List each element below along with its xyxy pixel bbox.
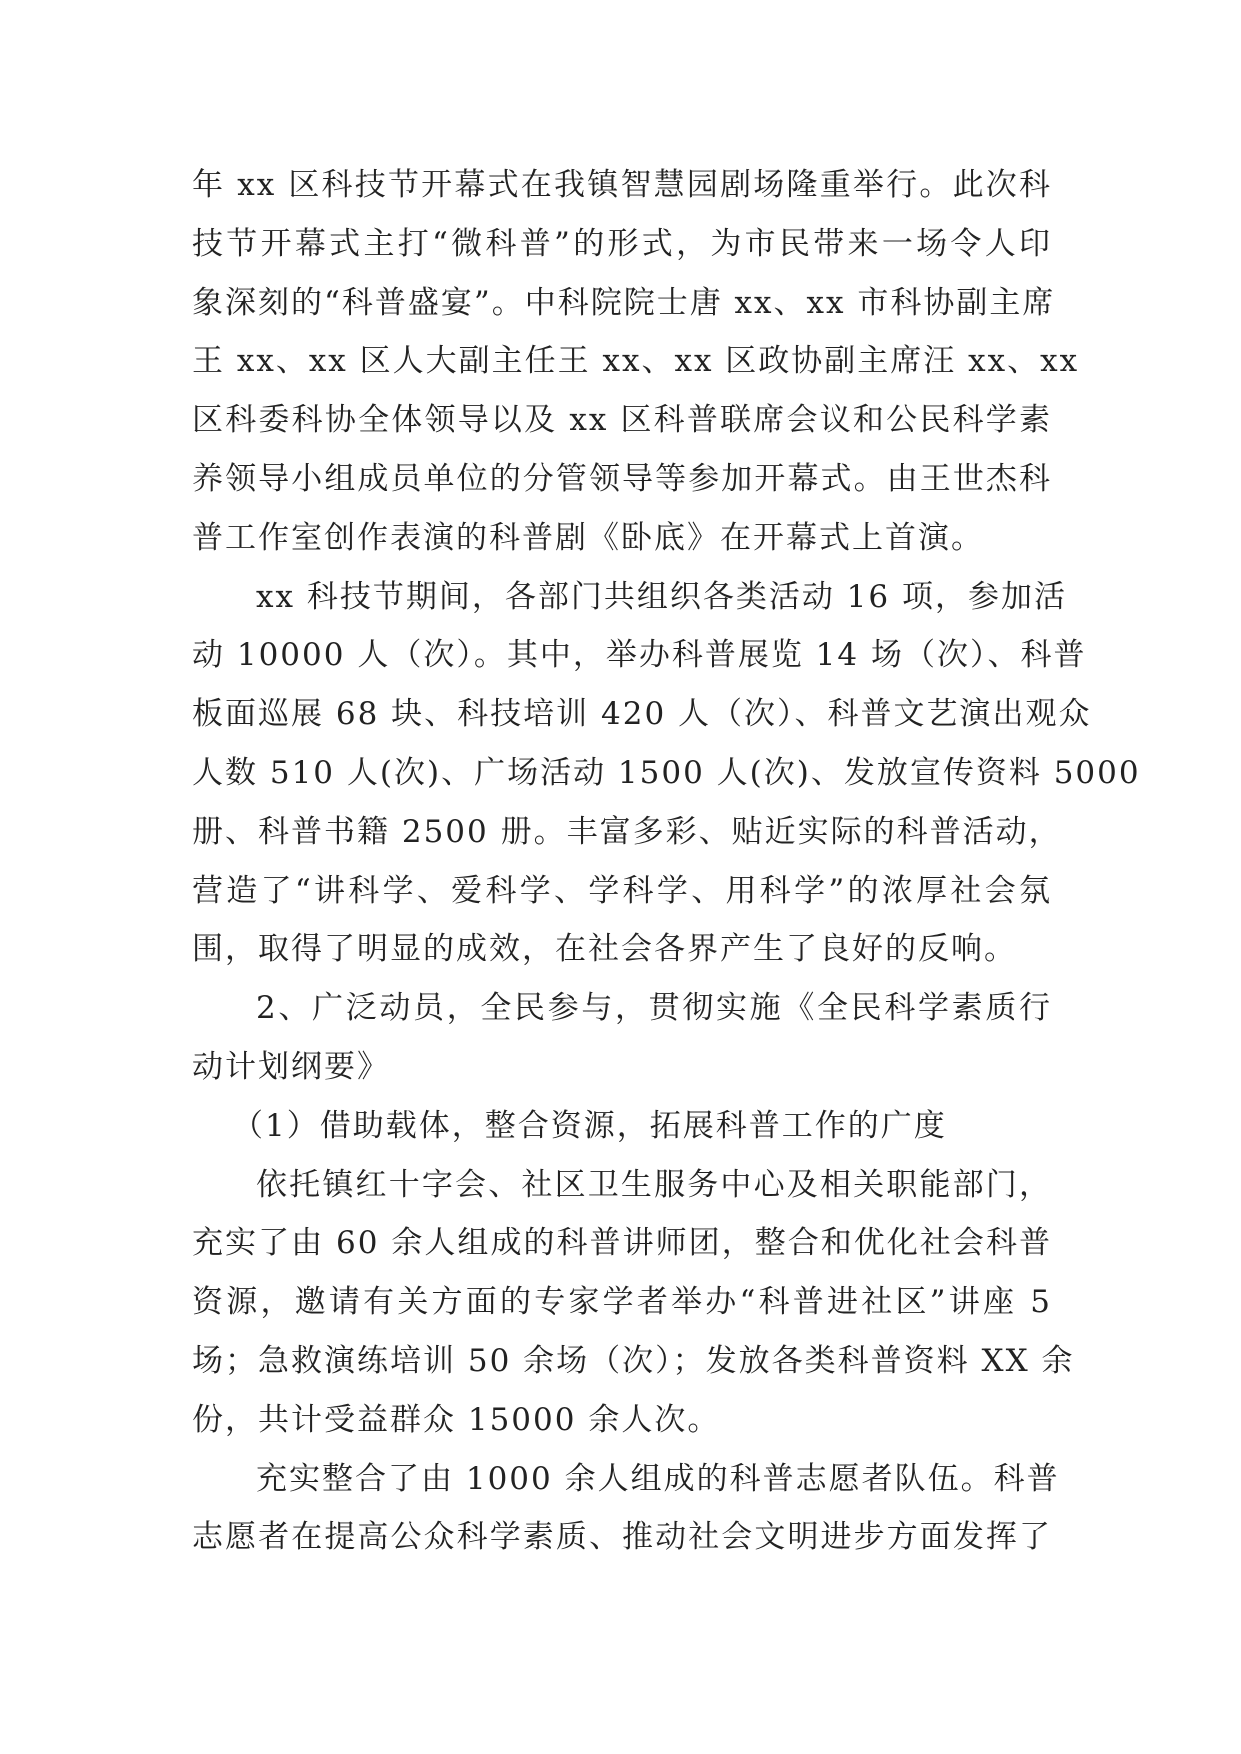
section-heading bbox=[192, 979, 1052, 1097]
text-line: 动 10000 人（次）。其中，举办科普展览 14 场（次）、科普 bbox=[192, 637, 1087, 674]
text-line: 象深刻的“科普盛宴”。中科院院士唐 xx、xx 市科协副主席 bbox=[192, 284, 1056, 321]
text-line: 充实整合了由 1000 余人组成的科普志愿者队伍。科普 bbox=[256, 1460, 1060, 1497]
text-line: 王 xx、xx 区人大副主任王 xx、xx 区政协副主席汪 xx、xx bbox=[192, 343, 1080, 380]
text-line: 普工作室创作表演的科普剧《卧底》在开幕式上首演。 bbox=[192, 519, 984, 556]
text-line: xx 科技节期间，各部门共组织各类活动 16 项，参加活 bbox=[256, 578, 1067, 615]
text-line: 依托镇红十字会、社区卫生服务中心及相关职能部门， bbox=[256, 1166, 1052, 1203]
text-line: 营造了“讲科学、爱科学、学科学、用科学”的浓厚社会氛 bbox=[192, 872, 1052, 909]
text-line: 2、广泛动员，全民参与，贯彻实施《全民科学素质行 bbox=[256, 990, 1052, 1027]
text-line: 年 xx 区科技节开幕式在我镇智慧园剧场隆重举行。此次科 bbox=[192, 167, 1052, 203]
text-line: 围，取得了明显的成效，在社会各界产生了良好的反响。 bbox=[192, 931, 1017, 968]
text-line: 人数 510 人(次)、广场活动 1500 人(次)、发放宣传资料 5000 bbox=[192, 754, 1141, 791]
text-line: （1）借助载体，整合资源，拓展科普工作的广度 bbox=[232, 1107, 947, 1144]
text-line: 板面巡展 68 块、科技培训 420 人（次）、科普文艺演出观众 bbox=[192, 696, 1092, 733]
text-line: 养领导小组成员单位的分管领导等参加开幕式。由王世杰科 bbox=[192, 460, 1052, 497]
subsection-heading bbox=[192, 1097, 1052, 1156]
text-line: 场；急救演练培训 50 余场（次）；发放各类科普资料 XX 余 bbox=[192, 1342, 1075, 1379]
text-line: 区科委科协全体领导以及 xx 区科普联席会议和公民科学素 bbox=[192, 402, 1052, 439]
document-body bbox=[192, 156, 1141, 1567]
text-line: 技节开幕式主打“微科普”的形式，为市民带来一场令人印 bbox=[192, 225, 1052, 262]
text-line: 充实了由 60 余人组成的科普讲师团，整合和优化社会科普 bbox=[192, 1225, 1052, 1262]
text-line: 资源，邀请有关方面的专家学者举办“科普进社区”讲座 5 bbox=[192, 1284, 1052, 1321]
text-line: 动计划纲要》 bbox=[192, 1048, 390, 1085]
text-line: 册、科普书籍 2500 册。丰富多彩、贴近实际的科普活动， bbox=[192, 813, 1062, 850]
paragraph bbox=[192, 156, 1080, 568]
text-line: 志愿者在提高公众科学素质、推动社会文明进步方面发挥了 bbox=[192, 1519, 1052, 1556]
paragraph bbox=[192, 1156, 1075, 1450]
paragraph bbox=[192, 568, 1141, 980]
text-line: 份，共计受益群众 15000 余人次。 bbox=[192, 1401, 721, 1438]
paragraph bbox=[192, 1450, 1060, 1568]
